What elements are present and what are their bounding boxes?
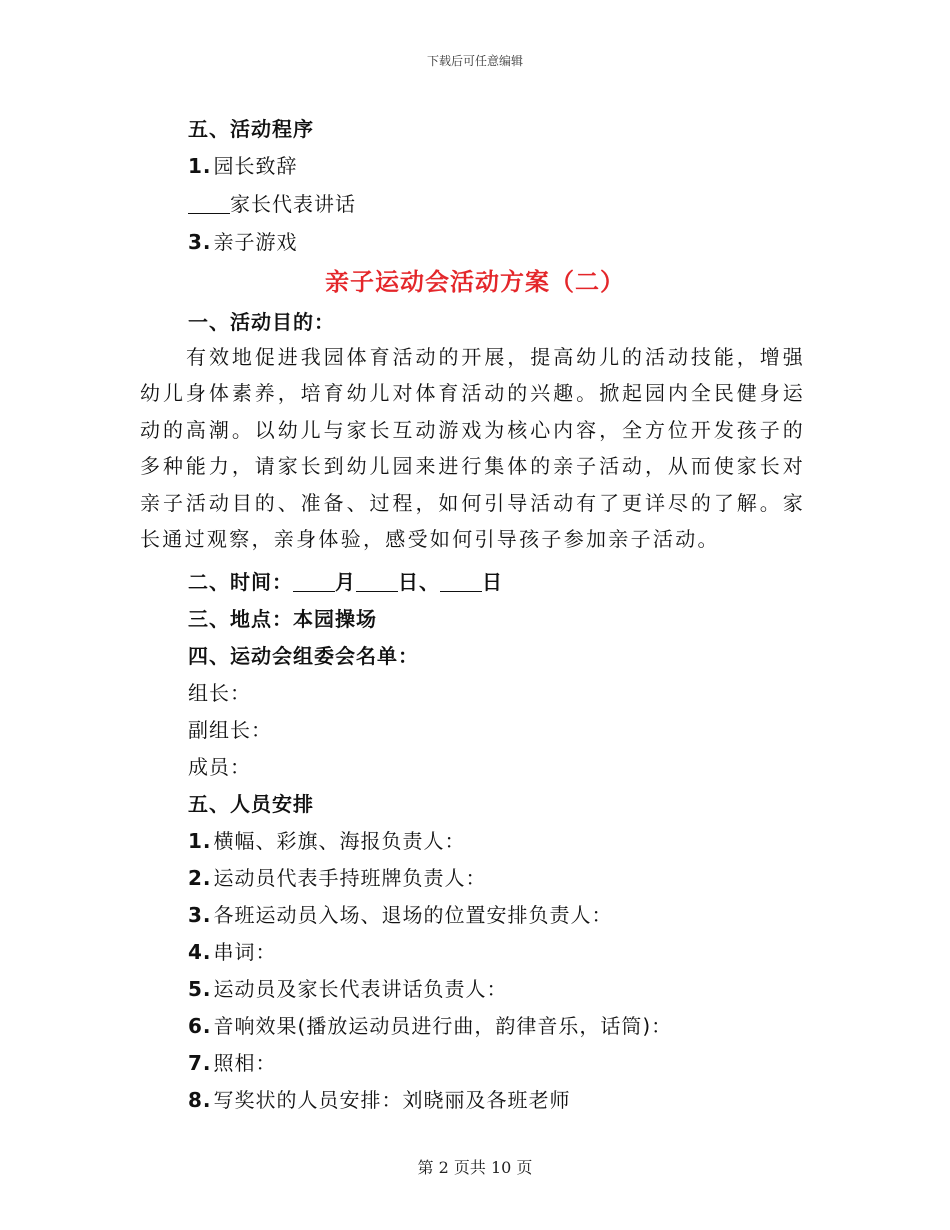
list-item-number: 8. bbox=[188, 1088, 212, 1112]
page-header-note: 下载后可任意编辑 bbox=[426, 54, 523, 68]
committee-deputy: 副组长： bbox=[188, 718, 272, 742]
list-item bbox=[188, 936, 277, 965]
list-item-text: 横幅、彩旗、海报负责人： bbox=[213, 829, 466, 853]
list-item bbox=[188, 825, 466, 854]
list-item-number: 7. bbox=[188, 1051, 212, 1075]
list-item-text: 照相： bbox=[213, 1051, 277, 1075]
list-item bbox=[188, 1010, 672, 1039]
list-item-text: 各班运动员入场、退场的位置安排负责人： bbox=[213, 903, 613, 927]
list-item-number: 1. bbox=[188, 154, 212, 178]
list-item-number: 2. bbox=[188, 866, 212, 890]
list-item-number: 1. bbox=[188, 829, 212, 853]
list-item-number: 4. bbox=[188, 940, 212, 964]
document-title: 亲子运动会活动方案（二） bbox=[325, 268, 625, 296]
list-item-number: 3. bbox=[188, 903, 212, 927]
time-month: 月 bbox=[335, 570, 356, 594]
time-day: 日 bbox=[482, 570, 503, 594]
committee-members: 成员： bbox=[188, 755, 251, 779]
list-item bbox=[188, 899, 613, 928]
list-item-text: 亲子游戏 bbox=[213, 230, 298, 254]
fill-in-blank bbox=[293, 571, 335, 592]
purpose-paragraph: 有效地促进我园体育活动的开展，提高幼儿的活动技能，增强幼儿身体素养，培育幼儿对体育活动的兴趣。掀起园内全民健身运动的高潮。以幼儿与家长互动游戏为核心内容，全方位开发孩子的多种能力，请家长到幼儿园来进行集体的亲子活动，从而使家长对亲子活动目的、准备、过程，如何引导活动有了更详尽的了解。家长通过观察，亲身体验，感受如何引导孩子参加亲子活动。 bbox=[140, 345, 805, 552]
section-heading-program: 五、活动程序 bbox=[188, 117, 314, 141]
committee-leader: 组长： bbox=[188, 681, 251, 705]
fill-in-blank bbox=[356, 571, 398, 592]
page-footer-number: 第 2 页共 10 页 bbox=[417, 1158, 533, 1177]
list-item-text: 运动员代表手持班牌负责人： bbox=[213, 866, 487, 890]
section-heading-time bbox=[188, 566, 503, 595]
list-item-number: 5. bbox=[188, 977, 212, 1001]
list-item-text: 写奖状的人员安排：刘晓丽及各班老师 bbox=[213, 1088, 571, 1112]
list-item bbox=[188, 1047, 277, 1076]
list-item-text: 家长代表讲话 bbox=[230, 192, 356, 216]
section-heading-committee: 四、运动会组委会名单： bbox=[188, 644, 419, 668]
time-day-sep: 日、 bbox=[398, 570, 440, 594]
list-item bbox=[188, 1084, 571, 1113]
section-heading-purpose: 一、活动目的： bbox=[188, 310, 335, 334]
fill-in-blank bbox=[440, 571, 482, 592]
time-label: 二、时间： bbox=[188, 570, 293, 594]
list-item-number: 6. bbox=[188, 1014, 212, 1038]
list-item bbox=[188, 973, 508, 1002]
section-heading-location: 三、地点：本园操场 bbox=[188, 607, 377, 631]
list-item bbox=[188, 226, 298, 255]
list-item-number: 3. bbox=[188, 230, 212, 254]
list-item-text: 音响效果(播放运动员进行曲，韵律音乐，话筒)： bbox=[213, 1014, 673, 1038]
list-item-text: 运动员及家长代表讲话负责人： bbox=[213, 977, 508, 1001]
list-item-text: 园长致辞 bbox=[213, 154, 298, 178]
list-item bbox=[188, 188, 356, 217]
list-item bbox=[188, 862, 487, 891]
list-item-text: 串词： bbox=[213, 940, 277, 964]
list-item bbox=[188, 150, 298, 179]
section-heading-staffing: 五、人员安排 bbox=[188, 792, 314, 816]
fill-in-blank bbox=[188, 193, 230, 214]
